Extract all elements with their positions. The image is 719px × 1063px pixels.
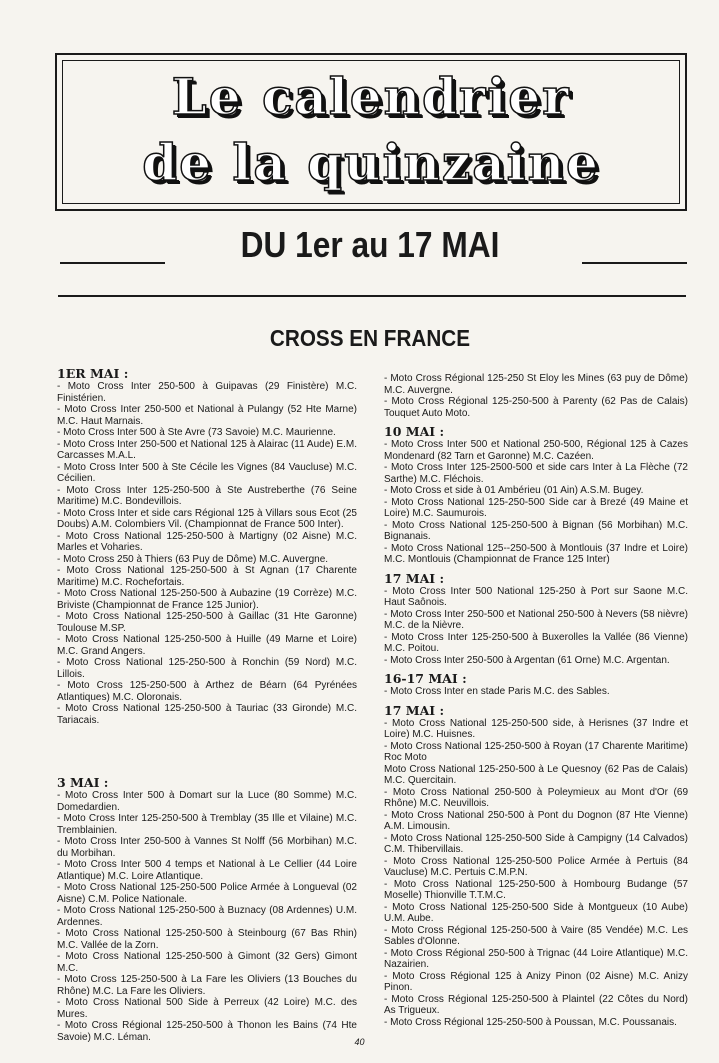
event-entry: - Moto Cross Inter 500 et National 250-500, Régional 125 à Cazes Mondenard (82 Tarn et Garonne) M.C. Cazéen. — [384, 439, 688, 462]
date-block — [57, 776, 357, 1043]
date-block — [384, 425, 688, 566]
event-entry: - Moto Cross National 125-250-500 à Huille (49 Marne et Loire) M.C. Grand Angers. — [57, 634, 357, 657]
event-entry: - Moto Cross Inter 250-500 à Guipavas (29 Finistère) M.C. Finistérien. — [57, 381, 357, 404]
event-entry: - Moto Cross National 125-250-500 à Martigny (02 Aisne) M.C. Marles et Voharies. — [57, 530, 357, 553]
event-entry: - Moto Cross Inter 500 à Domart sur la Luce (80 Somme) M.C. Domedardien. — [57, 790, 357, 813]
event-entry: - Moto Cross National 125-250-500 à Aubazine (19 Corrèze) M.C. Briviste (Championnat de France 125 Junior). — [57, 588, 357, 611]
event-entry: - Moto Cross Régional 125-250-500 à Vaire (85 Vendée) M.C. Les Sables d'Olonne. — [384, 924, 688, 947]
event-entry: - Moto Cross National 125-250-500 à St Agnan (17 Charente Maritime) M.C. Rochefortais. — [57, 565, 357, 588]
event-entry: - Moto Cross National 125-250-500 Side à Montgueux (10 Aube) U.M. Aube. — [384, 901, 688, 924]
event-entry: - Moto Cross National 125-250-500 Police Armée à Pertuis (84 Vaucluse) M.C. Pertuis C.M.P.N. — [384, 855, 688, 878]
event-entry: - Moto Cross Inter 500 à Ste Cécile les Vignes (84 Vaucluse) M.C. Cécilien. — [57, 461, 357, 484]
date-block — [384, 672, 688, 698]
event-entry: - Moto Cross Inter 125-250-500 à Ste Austreberthe (76 Seine Maritime) M.C. Bondevillois. — [57, 484, 357, 507]
section-divider — [58, 295, 686, 297]
event-entry: - Moto Cross National 125-250-500 Side car à Brezé (49 Maine et Loire) M.C. Saumurois. — [384, 496, 688, 519]
event-entry: - Moto Cross Inter 125-250-500 à Tremblay (35 Ille et Vilaine) M.C. Tremblainien. — [57, 813, 357, 836]
page-number: 40 — [354, 1037, 365, 1047]
event-entry: - Moto Cross National 125-250-500 à Gaillac (31 Hte Garonne) Toulouse M.SP. — [57, 611, 357, 634]
date-block — [384, 572, 688, 667]
event-entry: - Moto Cross National 125--250-500 à Montlouis (37 Indre et Loire) M.C. Montlouis (Championnat de France 125 Inter) — [384, 542, 688, 565]
event-entry: - Moto Cross 250 à Thiers (63 Puy de Dôme) M.C. Auvergne. — [57, 553, 329, 565]
event-entry: - Moto Cross National 125-250-500 side, à Herisnes (37 Indre et Loire) M.C. Huisnes. — [384, 717, 688, 740]
event-entry: - Moto Cross Inter 250-500 à Vannes St Nolff (56 Morbihan) M.C. du Morbihan. — [57, 836, 357, 859]
event-entry: - Moto Cross National 125-250-500 à Steinbourg (67 Bas Rhin) M.C. Vallée de la Zorn. — [57, 928, 357, 951]
event-entry: - Moto Cross National 500 Side à Perreux (42 Loire) M.C. des Mures. — [57, 997, 357, 1020]
event-entry: - Moto Cross Régional 125-250 St Eloy les Mines (63 puy de Dôme) M.C. Auvergne. — [384, 373, 688, 396]
date-heading: 10 MAI : — [384, 424, 445, 439]
event-entry: - Moto Cross Inter 250-500 et National 125 à Alairac (11 Aude) E.M. Carcasses M.A.L. — [57, 438, 357, 461]
event-entry: - Moto Cross Régional 125-250-500 à Plaintel (22 Côtes du Nord) As Trigueux. — [384, 993, 688, 1016]
event-entry: - Moto Cross Inter 250-500 et National à Pulangy (52 Hte Marne) M.C. Haut Marnais. — [57, 404, 357, 427]
event-entry: - Moto Cross Inter en stade Paris M.C. des Sables. — [384, 686, 610, 697]
event-entry: - Moto Cross National 250-500 à Poleymieux au Mont d'Or (69 Rhône) M.C. Neuvillois. — [384, 786, 688, 809]
event-entry: - Moto Cross 125-250-500 à Arthez de Béarn (64 Pyrénées Atlantiques) M.C. Oloronais. — [57, 680, 357, 703]
event-entry: - Moto Cross National 125-250-500 Police Armée à Longueval (02 Aisne) C.M. Police Nationale. — [57, 882, 357, 905]
event-entry: - Moto Cross Inter 500 4 temps et National à Le Cellier (44 Loire Atlantique) M.C. Loire Atlantique. — [57, 859, 357, 882]
date-block — [384, 704, 688, 1029]
section-title: CROSS EN FRANCE — [269, 325, 471, 351]
event-entry: - Moto Cross Inter 500 National 125-250 à Port sur Saone M.C. Haut Saônois. — [384, 585, 688, 608]
event-entry: - Moto Cross Régional 125-250-500 à Poussan, M.C. Poussanais. — [384, 1016, 677, 1028]
title-frame — [55, 53, 687, 211]
event-entry: - Moto Cross National 125-250-500 à Ronchin (59 Nord) M.C. Lillois. — [57, 657, 357, 680]
event-entry: - Moto Cross National 125-250-500 à Tauriac (33 Gironde) M.C. Tariacais. — [57, 703, 357, 726]
right-column — [384, 373, 688, 1028]
date-block — [384, 373, 688, 419]
event-entry: - Moto Cross Inter 250-500 à Argentan (61 Orne) M.C. Argentan. — [384, 654, 670, 666]
date-heading: 16-17 MAI : — [384, 671, 467, 686]
left-column — [57, 367, 357, 1043]
event-entry: - Moto Cross National 125-250-500 à Hombourg Budange (57 Moselle) Thionville T.T.M.C. — [384, 878, 688, 901]
event-entry: - Moto Cross Inter 250-500 et National 250-500 à Nevers (58 nièvre) M.C. de la Nièvre. — [384, 608, 688, 631]
event-entry: - Moto Cross 125-250-500 à La Fare les Oliviers (13 Bouches du Rhône) M.C. La Fare les Oliviers. — [57, 974, 357, 997]
event-entry: - Moto Cross National 125-250-500 Side à Campigny (14 Calvados) C.M. Thibervillais. — [384, 832, 688, 855]
event-entry: - Moto Cross National 125-250-500 à Royan (17 Charente Maritime) Roc Moto — [384, 740, 688, 763]
event-entry: - Moto Cross Régional 250-500 à Trignac (44 Loire Atlantique) M.C. Nazairien. — [384, 947, 688, 970]
date-heading: 17 MAI : — [384, 702, 445, 718]
event-entry: - Moto Cross National 250-500 à Pont du Dognon (87 Hte Vienne) A.M. Limousin. — [384, 809, 688, 832]
date-rule-left — [60, 262, 165, 264]
event-entry: - Moto Cross Régional 125-250-500 à Thonon les Bains (74 Hte Savoie) M.C. Léman. — [57, 1020, 357, 1043]
event-entry: - Moto Cross National 125-250-500 à Buznacy (08 Ardennes) U.M. Ardennes. — [57, 905, 357, 928]
date-range-heading: DU 1er au 17 MAI — [240, 224, 500, 265]
event-entry: - Moto Cross Inter et side cars Régional 125 à Villars sous Ecot (25 Doubs) A.M. Colombiers Vil. (Championnat de France 500 Inter). — [57, 507, 357, 530]
event-entry: - Moto Cross Inter 125-250-500 à Buxerolles la Vallée (86 Vienne) M.C. Poitou. — [384, 631, 688, 654]
event-entry: - Moto Cross Inter 125-2500-500 et side cars Inter à La Flèche (72 Sarthe) M.C. Fléchois. — [384, 462, 688, 485]
event-entry: - Moto Cross et side à 01 Ambérieu (01 Ain) A.S.M. Bugey. — [384, 485, 644, 496]
date-block — [57, 367, 357, 726]
event-entry: - Moto Cross Régional 125-250-500 à Parenty (62 Pas de Calais) Touquet Auto Moto. — [384, 396, 688, 419]
event-entry: - Moto Cross National 125-250-500 à Bignan (56 Morbihan) M.C. Bignanais. — [384, 519, 688, 542]
date-heading: 1ER MAI : — [57, 366, 129, 381]
event-entry: Moto Cross National 125-250-500 à Le Quesnoy (62 Pas de Calais) M.C. Quercitain. — [384, 763, 688, 786]
event-entry: - Moto Cross Inter 500 à Ste Avre (73 Savoie) M.C. Maurienne. — [57, 427, 336, 438]
date-heading: 17 MAI : — [384, 570, 445, 586]
event-entry: - Moto Cross National 125-250-500 à Gimont (32 Gers) Gimont M.C. — [57, 951, 357, 974]
page-title-line-2: de la quinzaine — [142, 133, 600, 192]
date-heading: 3 MAI : — [57, 775, 109, 790]
date-rule-right — [582, 262, 687, 264]
page-title-line-1: Le calendrier — [171, 67, 571, 126]
event-entry: - Moto Cross Régional 125 à Anizy Pinon (02 Aisne) M.C. Anizy Pinon. — [384, 970, 688, 993]
